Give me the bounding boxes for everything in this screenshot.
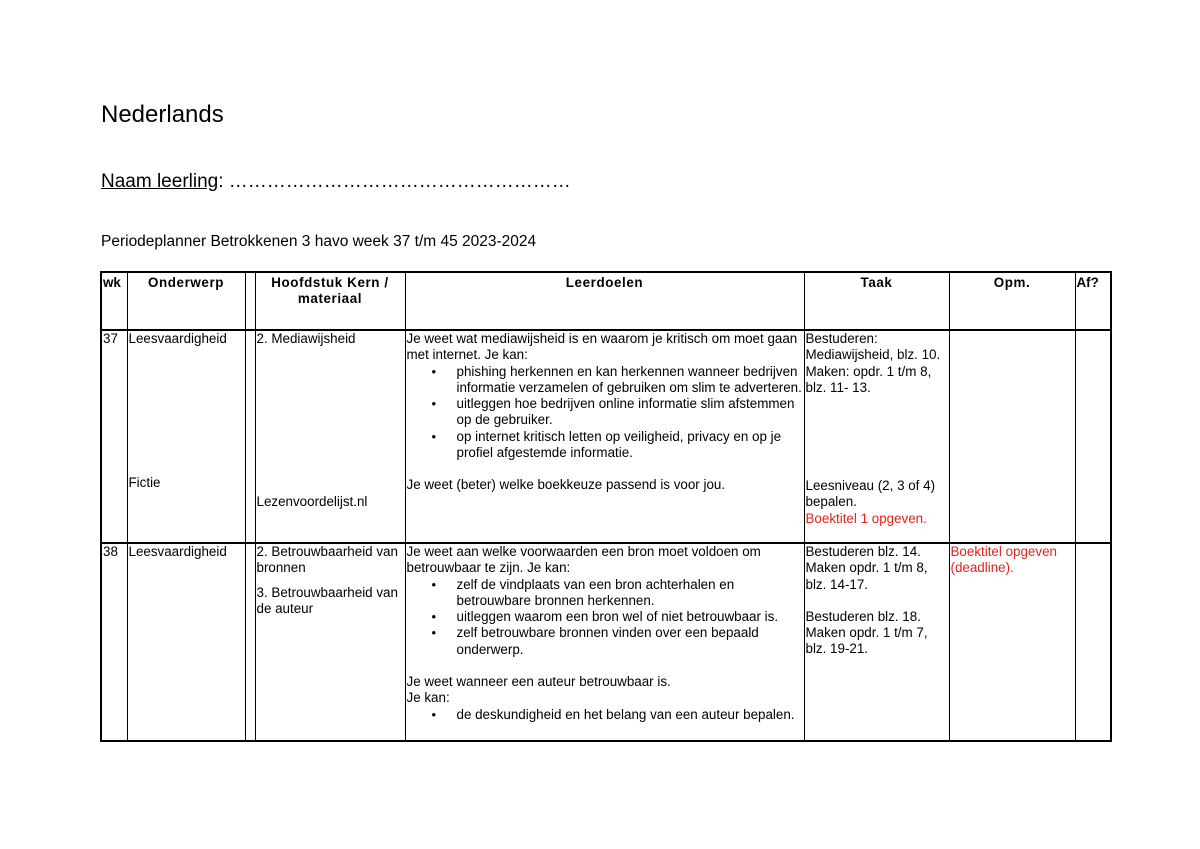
planner-subtitle: Periodeplanner Betrokkenen 3 havo week 37 t/m 45 2023-2024 [101, 233, 537, 250]
taak-deadline: Boektitel 1 opgeven. [805, 510, 927, 526]
goal-item: • uitleggen waarom een bron wel of niet betrouwbaar is. [457, 609, 803, 625]
header-leerdoelen: Leerdoelen [405, 272, 804, 330]
table-row [101, 330, 1111, 543]
hoofdstuk-cell [255, 543, 405, 741]
af-cell [1075, 330, 1111, 543]
taak-cell [804, 330, 949, 543]
hoofdstuk-primary: 2. Betrouwbaarheid van bronnen [256, 544, 398, 576]
table-row [101, 543, 1111, 741]
goal-secondary: Je weet (beter) welke boekkeuze passend is voor jou. [406, 477, 726, 493]
taak-cell [804, 543, 949, 741]
header-opm: Opm. [949, 272, 1075, 330]
goal-item: • uitleggen hoe bedrijven online informatie slim afstemmen op de gebruiker. [457, 396, 803, 429]
goal-item: • op internet kritisch letten op veiligheid, privacy en op je profiel afgestemde informatie. [457, 429, 803, 462]
document-title: Nederlands [101, 101, 224, 128]
student-name-dots: ……………………………………………… [223, 171, 571, 192]
row-spacer [245, 543, 255, 741]
student-name-label: Naam leerling [101, 171, 219, 192]
header-hoofdstuk-line1: Hoofdstuk Kern / [271, 275, 389, 290]
hoofdstuk-primary: 2. Mediawijsheid [256, 331, 356, 346]
hoofdstuk-cell [255, 330, 405, 543]
goal-secondary: Je weet wanneer een auteur betrouwbaar is. [406, 674, 671, 690]
header-af: Af? [1075, 272, 1111, 330]
student-name-line [101, 171, 571, 193]
onderwerp-cell: Leesvaardigheid [127, 543, 245, 741]
onderwerp-cell [127, 330, 245, 543]
header-hoofdstuk-line2: materiaal [297, 291, 363, 307]
af-cell [1075, 543, 1111, 741]
taak-text: Bestuderen: Mediawijsheid, blz. 10. Maken: opdr. 1 t/m 8, blz. 11- 13. [805, 331, 941, 395]
header-wk: wk [101, 272, 127, 330]
onderwerp-primary: Leesvaardigheid [128, 331, 227, 346]
leerdoelen-cell [405, 543, 804, 741]
taak-text: Bestuderen blz. 14. Maken opdr. 1 t/m 8, blz. 14-17. [805, 544, 928, 592]
header-spacer [245, 272, 255, 330]
taak-text: Bestuderen blz. 18. Maken opdr. 1 t/m 7, blz. 19-21. [805, 608, 928, 657]
row-spacer [245, 330, 255, 543]
leerdoelen-cell [405, 330, 804, 543]
hoofdstuk-secondary: 3. Betrouwbaarheid van de auteur [256, 584, 398, 616]
goal-list [407, 577, 803, 658]
goal-intro: Je weet aan welke voorwaarden een bron moet voldoen om betrouwbaar te zijn. Je kan: [406, 544, 761, 576]
onderwerp-secondary: Fictie [128, 475, 161, 491]
goal-list [407, 707, 803, 723]
goal-item: • zelf de vindplaats van een bron achterhalen en betrouwbare bronnen herkennen. [457, 577, 803, 610]
opm-cell: Boektitel opgeven (deadline). [949, 543, 1075, 741]
goal-item: • zelf betrouwbare bronnen vinden over een bepaald onderwerp. [457, 625, 803, 658]
header-taak: Taak [804, 272, 949, 330]
week-number: 38 [101, 543, 127, 741]
table-header-row [101, 272, 1111, 330]
goal-intro: Je weet wat mediawijsheid is en waarom je kritisch om moet gaan met internet. Je kan: [406, 331, 798, 363]
taak-text: Leesniveau (2, 3 of 4) bepalen. [805, 478, 936, 510]
opm-cell [949, 330, 1075, 543]
goal-secondary-intro: Je kan: [406, 690, 450, 706]
header-onderwerp: Onderwerp [127, 272, 245, 330]
goal-list [407, 364, 803, 462]
goal-item: • de deskundigheid en het belang van een auteur bepalen. [457, 707, 803, 723]
goal-item: • phishing herkennen en kan herkennen wanneer bedrijven informatie verzamelen of gebruiken om slim te adverteren. [457, 364, 803, 397]
student-name-colon: : [218, 171, 224, 192]
hoofdstuk-secondary: Lezenvoordelijst.nl [256, 494, 368, 510]
period-planner-table [100, 271, 1112, 742]
week-number: 37 [101, 330, 127, 543]
header-hoofdstuk [255, 272, 405, 330]
